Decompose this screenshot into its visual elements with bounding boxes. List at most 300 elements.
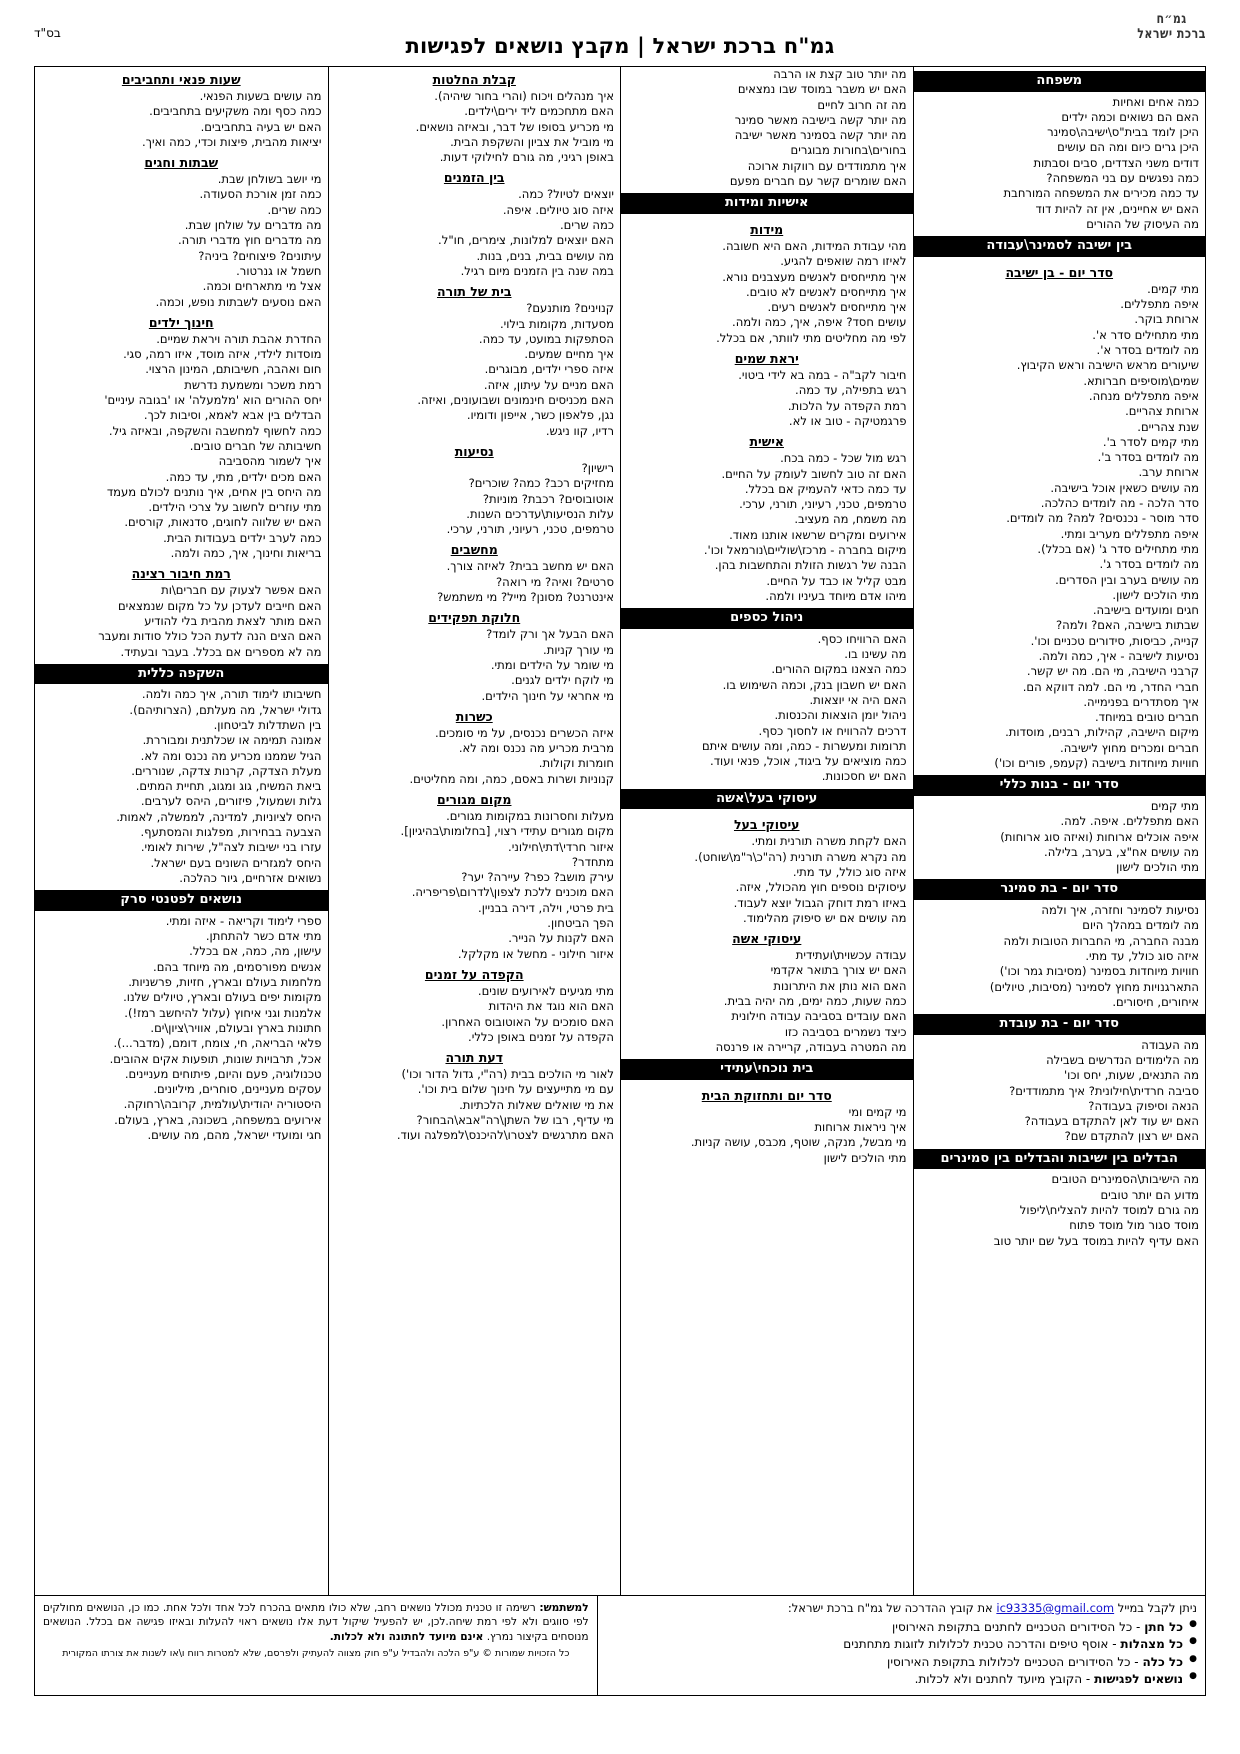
topic-item: כמה הצאנו במקום ההורים.	[771, 662, 907, 677]
topic-item: עושים חסד? איפה, איך, כמה ולמה.	[732, 315, 907, 330]
topic-item: הקפדה על זמנים באופן כללי.	[468, 1029, 614, 1044]
footer-bullet	[606, 1671, 1197, 1688]
topic-item: חתונות בארץ ובעולם, אוויר\ציון\ים.	[150, 1020, 322, 1035]
topic-section	[35, 454, 328, 561]
topic-item: מוסד סגור מול מוסד פתוח	[1069, 1218, 1199, 1233]
topic-item: מה העבודה	[1141, 1037, 1199, 1052]
topic-item: חומרות וקולות.	[538, 756, 614, 771]
topic-item: עירק מושב? כפר? עיירה? יער?	[461, 870, 614, 885]
gmach-logo: גמ״ח ברכת ישראל	[1137, 10, 1206, 42]
footer	[34, 1596, 1206, 1696]
topic-item: עיסוקים נוספים חוץ מהכולל, איזה.	[735, 880, 907, 895]
topics-grid	[34, 66, 1206, 1596]
topic-item: האם מתחכמים ליד ירים\ילדים.	[464, 104, 614, 119]
topic-item: האם יש שלווה לחוגים, סדנאות, קורסים.	[124, 515, 322, 530]
topic-section	[329, 537, 621, 605]
topic-item: איזה הכשרים נכנסים, על מי סומכים.	[435, 725, 614, 740]
topic-item: מרבית מכריע מה נכנס ומה לא.	[458, 741, 614, 756]
topic-item: שבתות בישיבה, האם? ולמה?	[1056, 618, 1199, 633]
topic-list	[625, 368, 909, 429]
section-heading: סדר יום - בן ישיבה	[1005, 264, 1114, 280]
topic-item: באופן רגיני, מה גורם לחילוקי דעות.	[439, 150, 614, 165]
topic-item: סדר הלכה - מה לומדים כהלכה.	[1040, 496, 1199, 511]
topic-item: האם מתפללים. איפה. למה.	[1060, 814, 1199, 829]
topic-item: האם לקחת משרה תורנית ומתי.	[751, 834, 907, 849]
topic-item: האם יש בעיה בתחביבים.	[200, 119, 322, 134]
topic-item: מי אחראי על חינוך הילדים.	[481, 688, 614, 703]
section-heading: יראת שמים	[734, 351, 799, 367]
topic-item: האם זה טוב לחשוב לעומק על החיים.	[721, 466, 907, 481]
topic-item: מחזיקים רכב? כמה? שוכרים?	[468, 476, 614, 491]
topic-item: האם עובדים בסביבה עבודה חילונית	[731, 1009, 907, 1024]
topic-list	[39, 172, 324, 310]
section-heading: אישיות ומידות	[621, 193, 913, 214]
topic-item: בית פרטי, וילה, דירה בבניין.	[478, 900, 614, 915]
section-heading: סדר יום - בת סמינר	[914, 879, 1206, 900]
footer-bullet-title: נושאים לפגישות	[1094, 1672, 1183, 1687]
topic-list	[39, 332, 324, 454]
topic-item: מי שומר על הילדים ומתי.	[490, 657, 614, 672]
topic-section	[35, 561, 328, 659]
topic-item: אלמנות וגני איחוץ (עלול להיחשב רמז!).	[124, 1005, 322, 1020]
topic-list	[333, 726, 617, 787]
topic-item: איך מתייחסים לאנשים רעים.	[767, 300, 907, 315]
topic-item: איך מנהלים ויכוח (והרי בחור שיהיה).	[434, 89, 614, 103]
topic-item: אוטובוסים? רכבת? מוניות?	[482, 491, 614, 506]
topic-item: מה עושים כשאין אוכל בישיבה.	[1050, 480, 1199, 495]
topic-item: קנוניות ושרות באסם, כמה, ומה מחליטים.	[409, 771, 614, 786]
footer-bullet-text: - כל הסידורים הטכניים לחתנים בתקופת האירוסין	[892, 1620, 1145, 1634]
topic-item: האם יש צורך בתואר אקדמי	[770, 963, 907, 978]
topic-list	[333, 627, 617, 703]
topic-item: מתי עוזרים לחשוב על צרכי הילדים.	[148, 500, 322, 515]
topic-item: אינטרנט? מסונן? מייל? מי משתמש?	[437, 590, 614, 605]
topic-item: מיקום בחברה - מרכז\שוליים\נורמאל וכו'.	[703, 543, 907, 558]
topic-item: האם חייבים לעדכן על כל מקום שנמצאים	[117, 598, 322, 613]
topic-item: ארוחת צהריים.	[1125, 404, 1199, 419]
topic-item: איך ניראות ארוחות	[814, 1120, 907, 1135]
topic-section	[621, 1083, 913, 1166]
bsd-label: בס"ד	[34, 26, 61, 40]
topic-item: בריאות וחינוך, איך, כמה ולמה.	[170, 546, 322, 561]
topic-section	[35, 886, 328, 1143]
topic-item: תרומות ומעשרות - כמה, ומה עושים איתם	[701, 738, 907, 753]
topic-item: דרכים להרוויח או לחסוך כסף.	[758, 723, 907, 738]
topic-item: בחורים\בחורות מבוגרים	[790, 143, 907, 158]
topic-item: מי עדיף, רבו של השתן\רה"אבא\הבחור?	[416, 1113, 614, 1128]
topic-item: מה עושים בערב ובין הסדרים.	[1055, 572, 1199, 587]
topic-list	[333, 301, 617, 439]
topic-item: ביאת המשיח, גוג ומגוג, תחיית המתים.	[135, 779, 322, 794]
topic-item: איפה מתפללים.	[1120, 297, 1199, 312]
topic-item: גדולי ישראל, מה מעלתם, (הצרותיהם).	[129, 702, 322, 717]
topic-list	[625, 239, 909, 346]
topic-section	[35, 660, 328, 886]
topic-section	[329, 439, 621, 537]
footer-bullet-title: כל חתן	[1144, 1620, 1183, 1634]
topic-item: מתחדר?	[571, 854, 614, 869]
topic-item: איפה מתפללים מנחה.	[1088, 388, 1199, 403]
topic-item: מי מבשל, מנקה, שוטף, מכבס, עושה קניות.	[690, 1135, 907, 1150]
column-4	[35, 67, 328, 1595]
topic-item: האם הצים הנה לדעת הכל כולל סודות ומעבר	[98, 629, 322, 644]
topic-item: האם נוסעים לשבתות נופש, וכמה.	[155, 294, 322, 309]
column-1	[913, 67, 1206, 1595]
topic-list	[625, 632, 909, 785]
topic-item: מתי מגיעים לאירועים שונים.	[477, 983, 614, 998]
topic-list	[333, 809, 617, 962]
topic-item: מעלות וחסרונות במקומות מגורים.	[446, 808, 614, 823]
topic-list	[39, 583, 324, 659]
topic-item: מיהו אדם מיוחד בעיניו ולמה.	[765, 588, 907, 603]
topic-item: האם הרוויחו כסף.	[817, 631, 907, 646]
topic-item: חגים ומועדים בישיבה.	[1092, 603, 1199, 618]
topic-item: לאור מי הולכים בבית (רה"י, גדול הדור וכו')	[401, 1067, 614, 1082]
topic-section	[621, 67, 913, 189]
section-heading: הקפדה על זמנים	[424, 966, 524, 982]
topic-list	[39, 89, 324, 150]
topic-item: חברים טובים במיוחד.	[1094, 710, 1199, 725]
topic-item: מה לומדים בסדר א'.	[1096, 343, 1199, 358]
topic-item: היחס לציוניות, למדינה, לממשלה, לאמות.	[116, 809, 322, 824]
topic-section	[329, 1045, 621, 1143]
topic-item: איפה מתפללים מעריב ומתי.	[1060, 526, 1199, 541]
topic-section	[621, 604, 913, 785]
topic-item: אכל, תרבויות שונות, תופעות אקים אהובים.	[109, 1051, 322, 1066]
topic-item: מה עושים בבית, בנים, בנות.	[476, 248, 614, 263]
usage-note-bold: אינם מיועד לחתונה ולא לכלות.	[329, 1630, 484, 1643]
topic-item: כמה שרים.	[267, 202, 322, 217]
topic-item: מתי הולכים לישון	[1116, 860, 1199, 875]
topic-item: מי יושב בשולחן שבת.	[217, 172, 322, 187]
topic-item: איזה סוג כולל, עד מתי.	[1085, 948, 1199, 963]
section-heading: עיסוקי בעל	[733, 817, 800, 833]
topic-item: בין השתדלות לביטחון.	[213, 717, 322, 732]
topic-item: מה נקרא משרה תורנית (רה"כ\ר"מ\שוחט).	[694, 849, 907, 864]
footer-bullet-text: - אוסף טיפים והדרכה טכנית לכלולות לזוגות מתחתנים	[843, 1637, 1121, 1652]
topic-item: מבט קליל או כבד על החיים.	[766, 573, 907, 588]
topic-section	[329, 787, 621, 962]
topic-item: מדוע הם יותר טובים	[1100, 1187, 1199, 1202]
section-heading: אישית	[749, 434, 784, 450]
topic-item: חברי החדר, מי הם. למה דווקא הם.	[1022, 679, 1199, 694]
topic-item: כמה כסף ומה משקיעים בתחביבים.	[149, 104, 322, 119]
footer-bullet-list	[606, 1619, 1197, 1689]
contact-line	[606, 1601, 1197, 1615]
topic-item: האם יש חסכונות.	[821, 769, 907, 784]
section-heading: משפחה	[914, 71, 1206, 92]
topic-item: איזור חילוני - מחשל או מקלקל.	[457, 946, 614, 961]
topic-item: איך לשמור מהסביבה	[218, 454, 322, 469]
topic-item: כמה נפגשים עם בני המשפחה?	[1046, 171, 1199, 186]
topic-item: מה העיסוק של ההורים	[1086, 216, 1199, 231]
topic-item: סרטים? ואיה? מי רואה?	[496, 574, 614, 589]
topic-item: התארגנויות מחוץ לסמינר (מסיבות, טיולים)	[989, 979, 1199, 994]
topic-item: האם הוא נוגד את היהדות	[488, 999, 614, 1014]
topic-item: מה לומדים בסדר ב'.	[1097, 450, 1199, 465]
topic-item: יוצאים לטיול? כמה.	[518, 187, 614, 202]
topic-item: חום ואהבה, חשיבותם, המינון הרצוי.	[145, 362, 322, 377]
section-heading: השקפה כללית	[35, 664, 328, 685]
topic-item: נסיעות לישיבה - איך, כמה ולמה.	[1038, 648, 1199, 663]
topic-item: האם עדיף להיות במוסד בעל שם יותר טוב	[993, 1233, 1199, 1248]
topic-item: מה עושים בשעות הפנאי.	[199, 89, 322, 103]
topic-item: מעלת הצדקה, קרנות צדקה, שנוררים.	[131, 763, 322, 778]
topic-list	[625, 67, 909, 189]
topic-item: האם הם נשואים וכמה ילדים	[1061, 109, 1199, 124]
topic-item: היכן לומד בבית"ס\ישיבה\סמינר	[1047, 125, 1199, 140]
topic-item: מה המטרה בעבודה, קריירה או פרנסה	[715, 1039, 907, 1054]
topic-section	[35, 150, 328, 310]
topic-item: האם מוכנים ללכת לצפון\לדרום\פריפריה.	[411, 885, 614, 900]
topic-item: מה לומדים בסדר ג'.	[1099, 557, 1199, 572]
topic-item: האם יש חשבון בנק, וכמה השימוש בו.	[722, 677, 907, 692]
topic-item: מה עושים אם יש סיפוק מהלימוד.	[743, 910, 907, 925]
topic-item: האם מותר לצאת מהבית בלי להודיע	[144, 613, 322, 628]
topic-item: כמה מוציאים על ביגוד, אוכל, פנאי ועוד.	[710, 754, 907, 769]
footer-bullet	[606, 1654, 1197, 1671]
topic-section	[621, 217, 913, 346]
topic-item: מי מכריע בסופו של דבר, ובאיזה נושאים.	[415, 119, 614, 134]
section-heading: כשרות	[455, 708, 493, 724]
topic-list	[918, 1172, 1202, 1248]
section-heading: סדר יום ותחזוקת הבית	[701, 1087, 832, 1103]
topic-item: האם מניים על עיתון, איזה.	[483, 377, 614, 392]
topic-item: מה הלימודים הנדרשים בשבילה	[1046, 1053, 1199, 1067]
topic-item: מתי מתחילים סדר א'.	[1092, 327, 1199, 342]
topic-item: יחס ההורים הוא 'מלמעלה' או 'בגובה עיניים'	[104, 393, 322, 408]
topic-item: כיצד נשמרים בסביבה כזו	[784, 1024, 907, 1039]
topic-item: מתי אדם כשר להתחתן.	[205, 929, 322, 944]
topic-item: הפך הביטחון.	[547, 916, 614, 931]
topic-item: אירועים ומקרים שרשאו אותנו מאוד.	[729, 527, 907, 542]
topic-list	[918, 799, 1202, 875]
section-heading: נסיעות	[454, 443, 494, 459]
topic-section	[621, 429, 913, 604]
topic-section	[914, 67, 1206, 232]
page-title: גמ"ח ברכת ישראל | מקבץ נושאים לפגישות	[405, 34, 835, 58]
topic-section	[914, 1010, 1206, 1145]
topic-list	[39, 454, 324, 561]
topic-item: קנוינים? מותנעם?	[526, 301, 614, 316]
topic-item: מתי הולכים לישון.	[1112, 587, 1199, 602]
section-heading: עיסוקי בעל\אשה	[621, 789, 913, 810]
topic-item: האם יש משבר במוסד שבו נמצאים	[737, 82, 907, 97]
topic-item: מהי עבודת המידות, האם היא חשובה.	[722, 238, 907, 253]
topic-section	[621, 189, 913, 217]
topic-item: יציאות מהבית, פיצות וכדי, כמה ואיך.	[142, 134, 322, 149]
topic-list	[625, 451, 909, 604]
topic-item: אנשים מפורסמים, מה מיוחד בהם.	[153, 959, 322, 974]
footer-bullet-title: כל כלה	[1142, 1654, 1183, 1669]
topic-item: היסטוריה יהודית\עולמית, קרובה\רחוקה.	[123, 1097, 322, 1112]
topic-item: מוסדות לילדי, איזה מוסד, איזו רמה, סגי.	[123, 347, 322, 362]
topic-list	[918, 903, 1202, 1010]
topic-section	[621, 785, 913, 813]
topic-item: מבנה החברה, מי החברות הטובות ולמה	[1003, 933, 1199, 948]
topic-item: רמת הקפדה על הלכות.	[787, 398, 907, 413]
topic-item: עם מי מתייעצים על חינוך שלום בית וכו'.	[417, 1082, 614, 1097]
topic-item: מה מדברים על שולחן שבת.	[184, 218, 322, 233]
topic-item: האם יש רצון להתקדם שם?	[1064, 1129, 1199, 1144]
column-3	[328, 67, 621, 1595]
section-heading: בין ישיבה לסמינר\עבודה	[914, 236, 1206, 257]
topic-item: מה יותר קשה בסמינר מאשר ישיבה	[734, 128, 907, 143]
topic-item: מתי מתחילים סדר ג' (אם בכלל).	[1037, 541, 1199, 556]
usage-note-title: למשתמש:	[539, 1602, 589, 1614]
topic-item: מה משמח, מה מעציב.	[794, 512, 907, 527]
topic-item: מה היחס בין אחים, איך נותנים לכולם מעמד	[106, 484, 322, 499]
section-heading: מחשבים	[450, 542, 498, 558]
topic-section	[914, 875, 1206, 1010]
topic-item: החדרת אהבת תורה ויראת שמיים.	[156, 331, 322, 346]
topic-item: פלאי הבריאה, חי, צומח, דומם, (מדבר...).	[113, 1036, 322, 1051]
topic-item: מיקום הישיבה, קהילות, רבנים, מוסדות.	[1005, 725, 1199, 740]
contact-email-link[interactable]: ic93335@gmail.com	[996, 1601, 1115, 1615]
topic-item: שמים\מוסיפים חברותא.	[1083, 373, 1199, 388]
topic-section	[914, 232, 1206, 260]
topic-item: עישון, מה, כמה, אם בכלל.	[189, 944, 322, 959]
topic-item: סביבה חרדית\חילונית? איך מתמודדים?	[1009, 1083, 1199, 1098]
topic-item: איך מתמודדים עם רווקות ארוכה	[747, 158, 907, 173]
topic-item: כמה לערב ילדים בעבודות הבית.	[163, 530, 322, 545]
section-heading: מקום מגורים	[437, 791, 512, 807]
topic-item: הבדלים בין אבא לאמא, וסיבות לכך.	[143, 408, 322, 423]
topic-item: חשיבותו לימוד תורה, איך כמה ולמה.	[141, 687, 322, 702]
topic-section	[914, 1145, 1206, 1249]
topic-section	[329, 962, 621, 1045]
topic-item: מה הישיבות\הסמינרים הטובים	[1051, 1172, 1199, 1187]
section-heading: שעות פנאי ותחביבים	[121, 72, 241, 87]
topic-item: איזור חרדי\דתי\חילוני.	[508, 839, 614, 854]
topic-section	[329, 605, 621, 703]
topic-item: עיתונים? פיצוחים? ביניה?	[198, 248, 322, 263]
topic-item: סדר מוסר - נכנסים? למה? מה לומדים.	[1006, 511, 1199, 526]
topic-item: כמה לחשוף למחשבה והשקפה, ובאיזה גיל.	[108, 423, 322, 438]
topic-item: מסעדות, מקומות בילוי.	[499, 316, 614, 331]
contact-suffix: את קובץ ההדרכה של גמ"ח ברכת ישראל:	[787, 1601, 993, 1615]
topic-item: את מי שואלים שאלות הלכתיות.	[459, 1097, 614, 1112]
topic-item: אצל מי מתארחים וכמה.	[202, 279, 322, 294]
topic-item: עזרו בני ישיבות לצה"ל, שירות לאומי.	[140, 840, 322, 855]
topic-item: רמת משכר ומשמעת נדרשת	[184, 377, 322, 392]
topic-item: שנת צהריים.	[1137, 419, 1199, 434]
topic-item: האם יש מחשב בבית? לאיזה צורך.	[446, 559, 614, 574]
topic-item: עלות הנסיעות\עדרכים השנות.	[466, 506, 614, 521]
topic-item: גלות ושמעול, פיזורים, היהס לערבים.	[140, 794, 322, 809]
topic-item: מה עשינו בו.	[844, 647, 907, 662]
topic-section	[621, 1055, 913, 1083]
section-heading: קבלת החלטות	[432, 72, 516, 87]
section-heading: רמת חיבור רצינה	[131, 566, 231, 582]
topic-item: רישיון?	[581, 460, 614, 475]
topic-section	[329, 704, 621, 787]
topic-item: לפי מה מחליטים מתי לוותר, אם בכלל.	[716, 330, 907, 345]
topic-item: מקום מגורים עתידי רצוי, [בחלומות\בהיגיון].	[400, 824, 614, 839]
topic-item: האם הבעל אך ורק לומד?	[486, 627, 614, 642]
topic-item: איזה סוג טיולים. איפה.	[502, 202, 614, 217]
topic-item: הבנה של רגשות הזולת והתחשבות בהן.	[714, 558, 907, 573]
topic-item: איפה אוכלים ארוחות (ואיזה סוג ארוחות)	[1000, 829, 1199, 844]
topic-item: חשמל או גנרטור.	[236, 263, 322, 278]
topic-item: איזה סוג כולל, עד מתי.	[792, 864, 907, 879]
topic-item: מה לא מספרים אם בכלל. בעבר ובעתיד.	[120, 644, 322, 659]
usage-note-text: רשימה זו טכנית מכולל נושאים רחב, שלא כולו מתאים בהכרח לכל אחד ולכל אחת. כמו כן, הנושאים מחולקים לפי סווגים ולא לפי רמת שיחה.לכן, יש להפעיל שיקול דעת אלו נושאים ראוי להעלות ובאיזו פגישה אם בכלל. הנושאים מנוסחים בקיצור נמרץ.	[43, 1602, 589, 1643]
topic-item: קרבני הישיבה, מי הם. מה יש קשר.	[1026, 664, 1199, 679]
topic-item: טרמפים, טכני, רעיוני, תורני, ערכי.	[739, 497, 907, 512]
section-heading: חלוקת תפקידים	[428, 610, 521, 626]
topic-list	[39, 914, 324, 1143]
section-heading: בית נוכחי\עתידי	[621, 1059, 913, 1080]
topic-item: עד כמה כדאי להעמיק אם בכלל.	[744, 481, 907, 496]
topic-item: הנאה וסיפוק בעבודה?	[1088, 1098, 1199, 1113]
topic-item: מי מוביל את צביון והשקפת הבית.	[450, 134, 614, 149]
topic-item: הצבעה בבחירות, מפלגות והמסתעף.	[140, 825, 322, 840]
topic-item: ארוחת ערב.	[1138, 465, 1199, 480]
section-heading: עיסוקי אשה	[732, 931, 802, 947]
topic-item: מה יותר קשה בישיבה מאשר סמינר	[734, 112, 907, 127]
topic-section	[621, 926, 913, 1055]
topic-section	[914, 260, 1206, 772]
topic-item: כמה שעות, כמה ימים, מה יהיה בבית.	[723, 994, 907, 1009]
topic-item: האם יוצאים למלונות, צימרים, חו"ל.	[438, 233, 614, 248]
topic-item: מה גורם למוסד להיות להצליח\ליפול	[1019, 1202, 1199, 1217]
footer-bullet	[606, 1636, 1197, 1653]
topic-item: ארוחת בוקר.	[1134, 312, 1199, 327]
topic-list	[333, 559, 617, 605]
topic-item: רדיו, קוו ניגש.	[545, 423, 614, 438]
topic-item: טכנולוגיה, פעם והיום, פיתוחים מעניינים.	[124, 1066, 322, 1081]
topic-item: במה שנה בין הזמנים מיום רגיל.	[460, 263, 614, 278]
topic-item: אמונה תמימה או שכלתנית ומבוררת.	[142, 733, 322, 748]
topic-item: האם מכניסים חינמונים ושבועונים, ואיזה.	[417, 393, 614, 408]
topic-list	[625, 1105, 909, 1166]
footer-bullet-text: - כל הסידורים הטכניים לכלולות בתקופת האירוסין	[887, 1654, 1143, 1669]
topic-item: איך מתייחסים לאנשים לא טובים.	[745, 284, 907, 299]
topic-item: מה לומדים במהלך היום	[1082, 918, 1199, 933]
topic-item: האם אפשר לצעוק עם חברים\ות	[161, 583, 322, 598]
topic-item: הגיל שממנו מכריע מה נכנס ומה לא.	[140, 748, 322, 763]
usage-note	[43, 1601, 589, 1644]
topic-item: חברים ומכרים מחוץ לישיבה.	[1060, 740, 1199, 755]
section-heading: בין הזמנים	[443, 170, 505, 186]
topic-list	[333, 461, 617, 537]
topic-item: מתי קמים לסדר ב'.	[1102, 434, 1199, 449]
topic-item: האם מתרגשים לצטרו\להיכנס\למפלגה ועוד.	[396, 1128, 614, 1143]
section-heading: נושאים לפטנטי סרק	[35, 890, 328, 911]
topic-item: איך מסתדרים בפנימייה.	[1083, 694, 1199, 709]
topic-item: חוויות מיוחדות בסמינר (מסיבות גמר וכו')	[999, 964, 1199, 979]
topic-item: איזה ספרי ילדים, מבוגרים.	[484, 362, 614, 377]
footer-bullet	[606, 1619, 1197, 1636]
topic-list	[625, 834, 909, 926]
topic-item: היכן גרים כיום ומה הם עושים	[1057, 140, 1199, 155]
topic-item: פרגמטיקה - טוב או לא.	[788, 413, 907, 428]
topic-item: מתי הולכים לישון	[823, 1150, 907, 1165]
topic-item: כמה שרים.	[560, 218, 614, 233]
topic-item: האם לקנות על הנייר.	[508, 931, 614, 946]
topic-item: חשיבותה של חברים טובים.	[189, 438, 322, 453]
topic-section	[621, 346, 913, 429]
topic-item: מתי קמים.	[1147, 281, 1199, 296]
topic-item: האם מכים ילדים, מתי, עד כמה.	[165, 469, 322, 484]
topic-item: כמה זמן אורכת הסעודה.	[199, 187, 322, 202]
section-heading: דעת תורה	[445, 1050, 503, 1066]
topic-section	[914, 771, 1206, 875]
topic-item: טרמפים, טכני, רעיוני, תורני, ערכי.	[446, 522, 614, 537]
topic-item: חוויות מיוחדות בישיבה (קעמפ, פורים וכו')	[994, 756, 1199, 771]
topic-item: עבודה עכשוית\ועתידית	[795, 948, 907, 963]
